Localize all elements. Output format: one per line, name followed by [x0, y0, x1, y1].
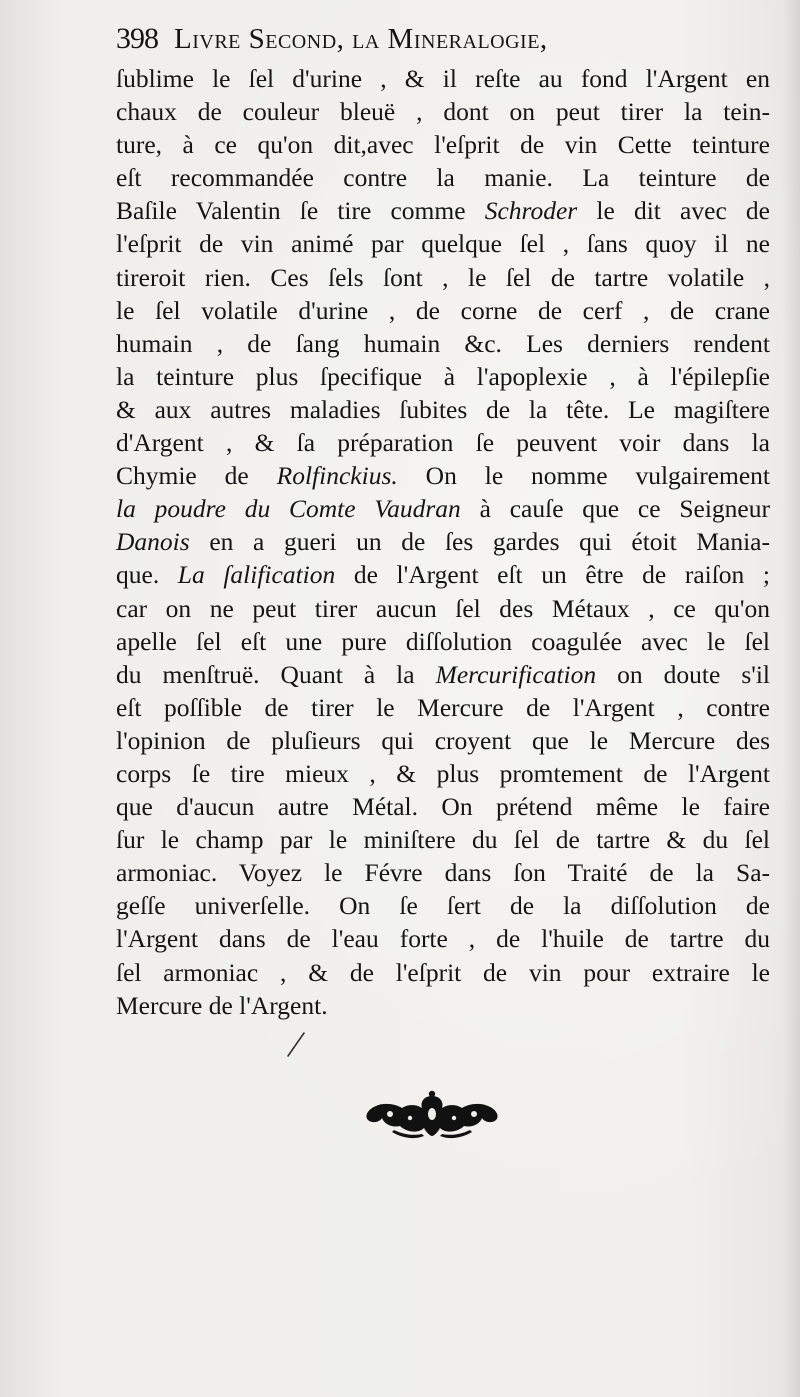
text-line: [116, 459, 770, 492]
text-line: [116, 194, 770, 227]
text-segment: Mercure de l'Argent.: [116, 990, 328, 1020]
text-segment: à cauſe que ce Seigneur: [460, 494, 770, 524]
text-line: [116, 691, 770, 724]
text-line: [116, 724, 770, 757]
text-segment: chaux de couleur bleuë , dont on peut tirer la tein-: [116, 97, 770, 127]
text-segment: eſt recommandée contre la manie. La teinture de: [116, 163, 770, 193]
text-segment: en a gueri un de ſes gardes qui étoit Mania-: [189, 527, 770, 557]
text-segment: le dit avec de: [577, 196, 770, 226]
tailpiece-ornament: [362, 1090, 502, 1142]
text-segment: on doute s'il: [596, 659, 771, 689]
text-segment: geſſe univerſelle. On ſe ſert de la diſſolution de: [116, 891, 770, 921]
italic-text: Mercurification: [435, 659, 597, 689]
text-segment: ſublime le ſel d'urine , & il reſte au fond l'Argent en: [116, 64, 770, 93]
page-header: [116, 22, 716, 62]
text-line: [116, 989, 770, 1022]
text-line: [116, 525, 770, 558]
text-segment: que.: [116, 560, 178, 590]
page-number: 398: [116, 22, 158, 55]
text-segment: l'opinion de pluſieurs qui croyent que le Mercure des: [116, 725, 770, 755]
text-segment: du menſtruë. Quant à la: [116, 659, 436, 689]
text-line: [116, 261, 770, 294]
text-segment: le ſel volatile d'urine , de corne de cerf , de crane: [116, 295, 770, 325]
italic-text: Schroder: [484, 196, 578, 226]
italic-text: La ſalification: [177, 560, 336, 590]
italic-text: la poudre du Comte Vaudran: [116, 494, 461, 524]
text-line: [116, 426, 770, 459]
text-line: [116, 922, 770, 955]
text-line: [116, 592, 770, 625]
text-segment: la teinture plus ſpecifique à l'apoplexie , à l'épilepſie: [116, 361, 770, 391]
text-segment: corps ſe tire mieux , & plus promtement de l'Argent: [116, 758, 770, 788]
text-segment: de l'Argent eſt un être de raiſon ;: [335, 560, 770, 590]
text-segment: Chymie de: [116, 461, 277, 491]
page-edge-shadow: [782, 0, 800, 1397]
text-line: [116, 790, 770, 823]
text-segment: l'Argent dans de l'eau forte , de l'huile de tartre du: [116, 924, 770, 954]
text-segment: ture, à ce qu'on dit,avec l'eſprit de vin Cette teinture: [116, 130, 770, 160]
body-text: [116, 62, 770, 1022]
text-segment: ſur le champ par le miniſtere du ſel de tartre & du ſel: [116, 825, 770, 855]
text-segment: eſt poſſible de tirer le Mercure de l'Argent , contre: [116, 692, 770, 722]
text-segment: & aux autres maladies ſubites de la tête. Le magiſtere: [116, 394, 770, 424]
running-head: Livre Second, la Mineralogie,: [174, 23, 548, 55]
text-line: [116, 62, 770, 95]
text-line: [116, 95, 770, 128]
text-segment: Baſile Valentin ſe tire comme: [116, 196, 485, 226]
text-line: [116, 227, 770, 260]
text-line: [116, 889, 770, 922]
text-segment: humain , de ſang humain &c. Les derniers rendent: [116, 328, 770, 358]
italic-text: Rolfinckius.: [276, 461, 398, 491]
text-segment: l'eſprit de vin animé par quelque ſel , ſans quoy il ne: [116, 229, 770, 259]
text-line: [116, 161, 770, 194]
italic-text: Danois: [116, 527, 190, 557]
text-segment: apelle ſel eſt une pure diſſolution coagulée avec le ſel: [116, 626, 770, 656]
text-line: [116, 856, 770, 889]
text-line: [116, 492, 770, 525]
text-line: [116, 757, 770, 790]
text-segment: tireroit rien. Ces ſels ſont , le ſel de tartre volatile ,: [116, 262, 770, 292]
text-segment: car on ne peut tirer aucun ſel des Métaux , ce qu'on: [116, 593, 770, 623]
text-line: [116, 393, 770, 426]
text-line: [116, 128, 770, 161]
text-line: [116, 823, 770, 856]
text-line: [116, 294, 770, 327]
text-line: [116, 625, 770, 658]
text-line: [116, 558, 770, 591]
text-line: [116, 956, 770, 989]
text-segment: armoniac. Voyez le Févre dans ſon Traité de la Sa-: [116, 858, 770, 888]
text-segment: On le nomme vulgairement: [397, 461, 770, 491]
text-segment: d'Argent , & ſa préparation ſe peuvent voir dans la: [116, 428, 770, 458]
text-segment: que d'aucun autre Métal. On prétend même le faire: [116, 792, 770, 822]
text-line: [116, 327, 770, 360]
text-line: [116, 360, 770, 393]
pen-mark: [282, 1030, 308, 1060]
text-segment: ſel armoniac , & de l'eſprit de vin pour extraire le: [116, 957, 770, 987]
text-line: [116, 658, 770, 691]
